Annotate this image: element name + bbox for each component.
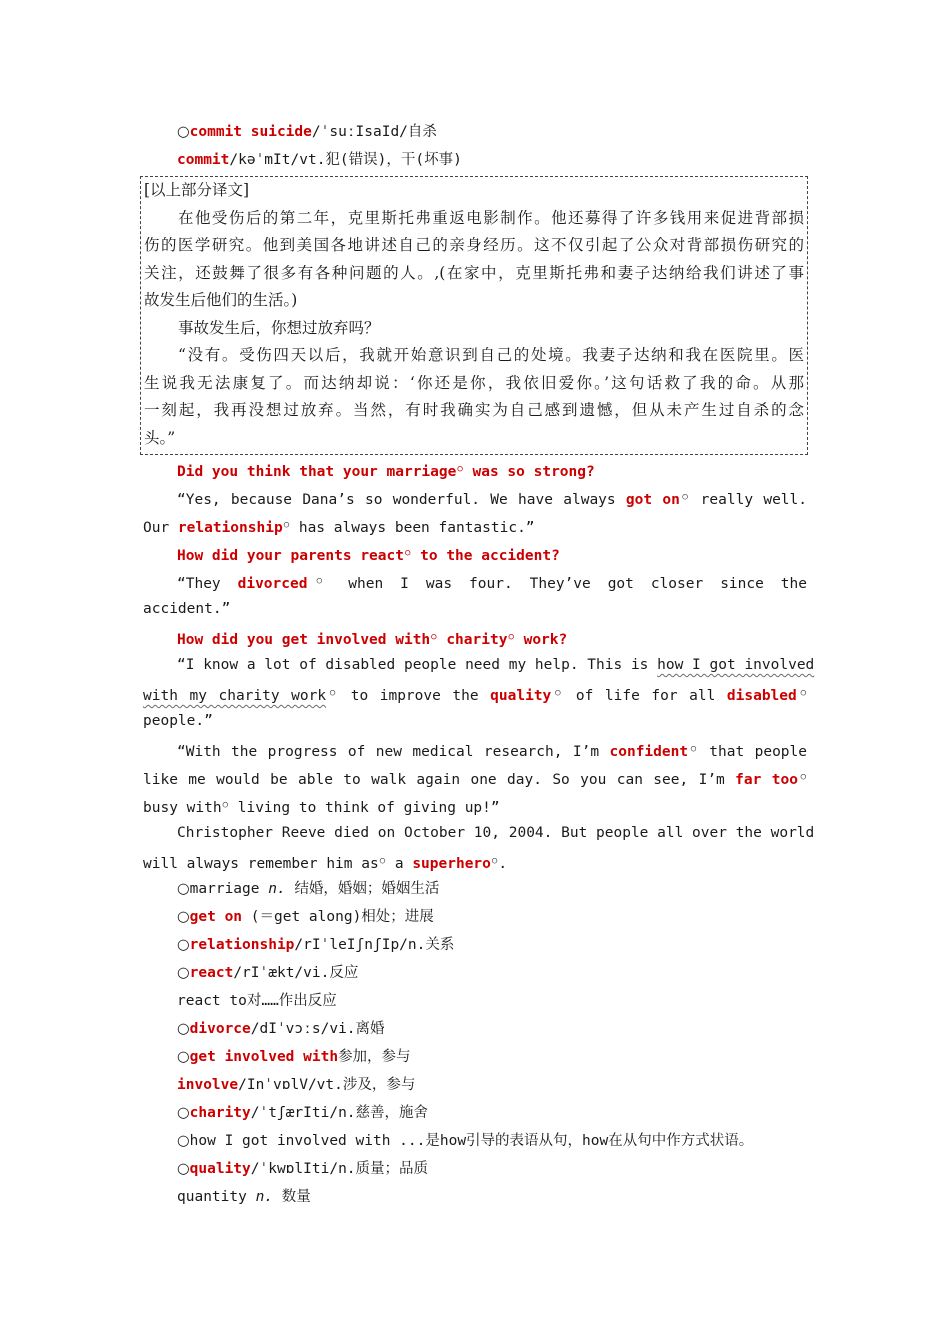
translation-line: 故发生后他们的生活。) [144,291,298,309]
text: like me would be able to walk again one day. So you can see, I’m [143,772,736,788]
note-marker: ○ [491,856,498,866]
translation-question: 事故发生后，你想过放弃吗？ [178,318,380,337]
vocab-get-on [143,903,807,931]
text: when I was four. They’ve got closer since the [331,576,807,592]
vocab-term: commit [177,152,230,168]
answer-line [143,651,815,679]
paragraph-line [143,763,807,791]
text: really well. [690,492,807,508]
note-marker: ○ [308,576,331,586]
text: to improve the [339,688,491,704]
vocab-term: get involved with [189,1049,339,1065]
underlined-phrase: how I got involved [657,657,815,673]
note-marker: ○ [552,688,564,698]
keyword: relationship [177,520,283,536]
keyword: confident [609,744,689,760]
bullet: ○ [177,1021,190,1037]
text: Did you think that your [177,464,387,480]
vocab-charity [143,1099,807,1127]
bullet: ○ [177,1133,190,1149]
vocab-divorce [143,1015,807,1043]
vocab-term: react [189,965,234,981]
vocab-quality [143,1155,807,1183]
vocab-term: marriage [189,881,260,897]
keyword: far too [735,772,798,788]
keyword: got on [625,492,680,508]
answer-line [143,483,807,511]
vocab-how-clause [143,1127,807,1155]
text: to the accident? [411,548,560,564]
part-of-speech: n. [268,881,286,897]
vocab-involve [143,1071,807,1099]
answer-line [143,679,807,707]
text: “Yes, because Dana’s so wonderful. We have always [177,492,626,508]
text: Our [143,520,178,536]
text: living to think of giving up!” [229,800,500,816]
translation-line: 生说我无法康复了。而达纳却说：‘你还是你，我依旧爱你。’这句话救了我的命。从那 [144,373,804,392]
keyword: charity [437,632,508,648]
paragraph-line: Christopher Reeve died on October 10, 2004. But people all over the world [177,825,815,841]
question-parents [143,539,807,567]
note-marker: ○ [327,688,339,698]
vocab-term: relationship [189,937,295,953]
keyword: react [360,548,404,564]
note-marker: ○ [222,800,228,810]
translation-line: 在他受伤后的第二年，克里斯托弗重返电影制作。他还募得了许多钱用来促进背部损 [178,208,804,227]
vocab-term: divorce [189,1021,251,1037]
bullet: ○ [177,1161,190,1177]
text: was so strong? [463,464,595,480]
paragraph-line [143,735,807,763]
vocab-definition: /kəˈmIt/vt.犯(错误)，干(坏事) [229,152,462,168]
text: busy with [143,800,222,816]
vocab-relationship [143,931,807,959]
note-marker: ○ [689,744,698,754]
vocab-quantity [143,1183,807,1211]
vocab-definition: 数量 [281,1189,311,1205]
translation-line: 关注，还鼓舞了很多有各种问题的人。,(在家中，克里斯托弗和妻子达纳给我们讲述了事 [144,263,804,282]
note-marker: ○ [508,632,514,642]
vocab-definition: (＝get along)相处；进展 [242,909,434,925]
text: “They [177,576,238,592]
answer-line: accident.” [143,601,231,617]
keyword: disabled [726,688,797,704]
translation-line: “没有。受伤四天以后，我就开始意识到自己的处境。我妻子达纳和我在医院里。医 [178,346,804,364]
note-marker: ○ [283,520,290,530]
vocab-definition: /InˈvɒlV/vt.涉及，参与 [238,1077,416,1093]
document-page [143,118,815,1211]
bullet: ○ [177,124,190,140]
text: . [498,856,508,872]
bullet: ○ [177,1105,190,1121]
keyword: divorced [237,576,308,592]
translation-line: 一刻起，我再没想过放弃。当然，有时我确实为自己感到遗憾，但从未产生过自杀的念 [144,401,804,419]
keyword: marriage [386,464,457,480]
text: work? [514,632,568,648]
answer-line: people.” [143,713,213,729]
bullet: ○ [177,1049,190,1065]
note-marker: ○ [457,464,463,474]
question-marriage [143,455,807,483]
grammar-note: how I got involved with ...是how引导的表语从句，how在从句中作方式状语。 [189,1133,754,1149]
vocab-react [143,959,807,987]
text: that people [698,744,807,760]
vocab-definition: /rIˈækt/vi.反应 [233,965,359,981]
underlined-phrase: with my charity work [143,688,327,704]
note-marker: ○ [404,548,411,558]
note-marker: ○ [379,856,386,866]
text: How did your parents [177,548,361,564]
vocab-term: get on [189,909,243,925]
vocab-definition: /ˈkwɒlIti/n.质量；品质 [250,1161,429,1177]
text: of life for all [564,688,727,704]
paragraph-line [143,847,807,875]
bullet: ○ [177,909,190,925]
question-charity [143,623,807,651]
keyword: superhero [412,856,491,872]
answer-line [143,511,807,539]
vocab-definition: /ˈtʃærIti/n.慈善，施舍 [250,1105,429,1121]
vocab-react-to: react to对……作出反应 [177,993,337,1009]
translation-heading: [以上部分译文] [144,181,250,199]
vocab-term: involve [177,1077,239,1093]
vocab-marriage [143,875,807,903]
text: “I know a lot of disabled people need my help. This is [177,657,658,673]
vocab-commit-suicide [143,118,807,146]
vocab-definition: 参加，参与 [338,1049,411,1065]
keyword: quality [490,688,552,704]
vocab-definition: /dIˈvɔːs/vi.离婚 [250,1021,385,1037]
paragraph-line [143,791,807,819]
note-marker: ○ [680,492,690,502]
vocab-term: commit suicide [189,124,312,140]
text: a [386,856,413,872]
bullet: ○ [177,937,190,953]
vocab-commit [143,146,807,174]
text: “With the progress of new medical research, I’m [177,744,610,760]
answer-line [143,567,807,595]
part-of-speech: n. [255,1189,274,1205]
bullet: ○ [177,881,190,897]
vocab-term: quality [189,1161,251,1177]
vocab-term: charity [189,1105,251,1121]
translation-box [140,176,808,455]
translation-line: 伤的医学研究。他到美国各地讲述自己的亲身经历。这不仅引起了公众对背部损伤研究的 [144,236,804,254]
note-marker: ○ [798,772,807,782]
vocab-term: quantity [177,1189,247,1205]
vocab-definition: /ˈsuːIsaId/自杀 [311,124,437,140]
text: How did you get involved with [177,632,431,648]
vocab-get-involved-with [143,1043,807,1071]
bullet: ○ [177,965,190,981]
translation-line: 头。” [144,428,176,447]
vocab-definition: /rIˈleIʃnʃIp/n.关系 [294,937,455,953]
vocab-definition: 结婚，婚姻；婚姻生活 [294,881,440,897]
note-marker: ○ [797,688,806,698]
text: has always been fantastic.” [290,520,535,536]
note-marker: ○ [431,632,437,642]
text: will always remember him as [143,856,379,872]
